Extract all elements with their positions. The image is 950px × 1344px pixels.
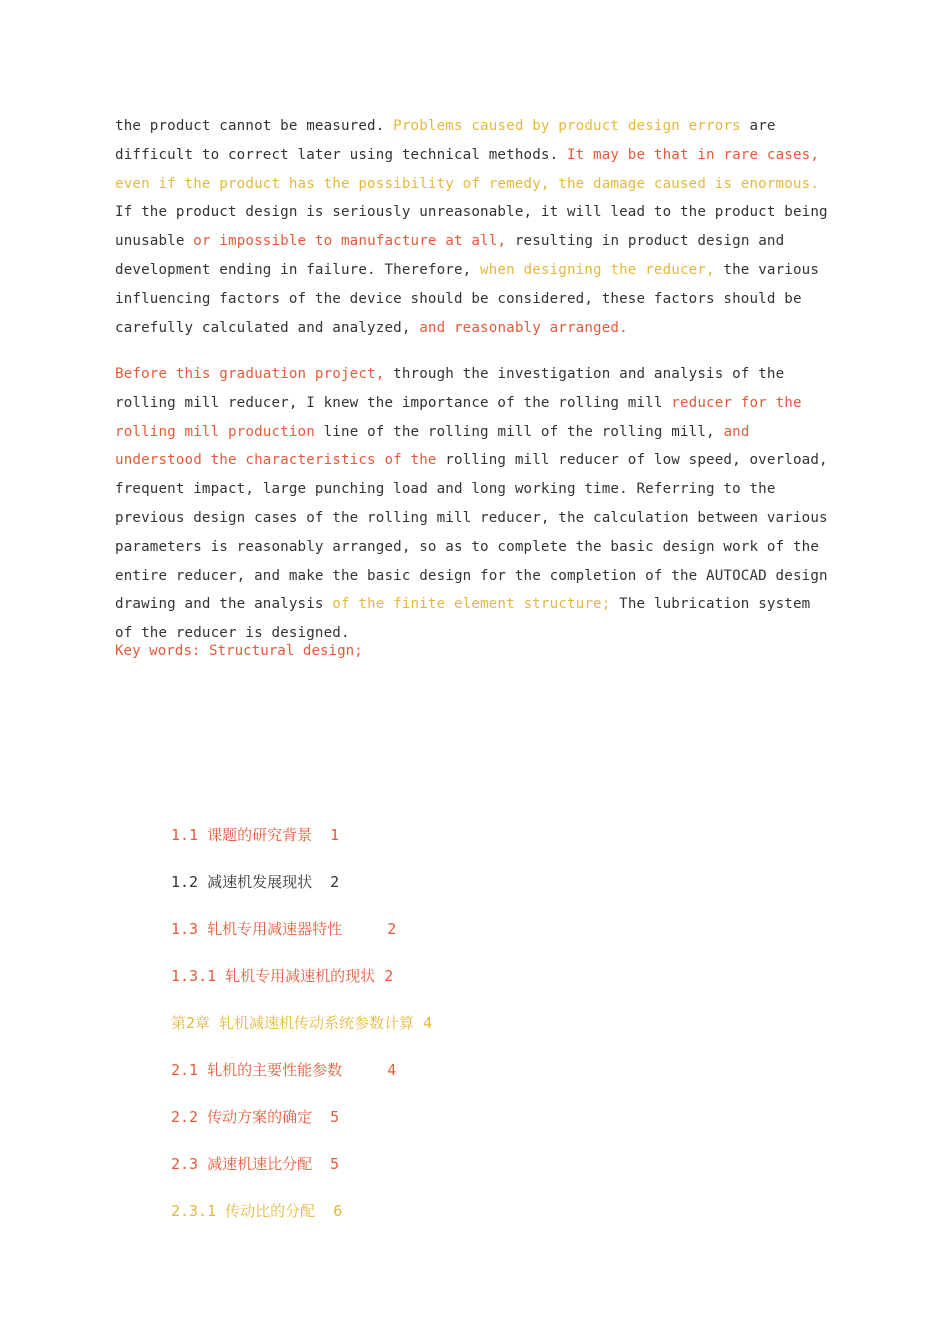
text-run: and reasonably arranged. — [419, 319, 628, 336]
table-of-contents — [171, 820, 432, 1243]
text-run: the product cannot be measured. — [115, 118, 394, 134]
keywords: Key words: Structural design; — [115, 643, 363, 659]
text-run: when designing the reducer, — [480, 261, 715, 278]
text-run: through the investigation and analysis of the rolling mill reducer, I knew the importance of the rolling mill — [115, 366, 785, 411]
toc-entry[interactable]: 1.2 减速机发展现状 2 — [171, 873, 340, 891]
toc-entry[interactable]: 1.3.1 轧机专用减速机的现状 2 — [171, 967, 394, 985]
text-run: Problems caused by product design errors — [393, 118, 741, 134]
toc-entry[interactable]: 1.3 轧机专用减速器特性 2 — [171, 920, 397, 938]
toc-entry[interactable]: 1.1 课题的研究背景 1 — [171, 826, 340, 844]
toc-entry[interactable]: 2.1 轧机的主要性能参数 4 — [171, 1061, 397, 1079]
text-run: line of the rolling mill of the rolling mill, — [314, 423, 724, 440]
text-run: Before this graduation project, — [115, 366, 385, 382]
abstract-paragraph-1 — [115, 112, 835, 342]
text-run: rolling mill reducer of low speed, overload, frequent impact, large punching load and long working time. Referring to the previous design cases of the rolling mill reducer, the calculation between various parameters is reasonably arranged, so as to complete the basic design work of the entire reducer, and make the basic design for the completion of the AUTOCAD design drawing and the analysis — [115, 452, 828, 613]
text-run: It may be that in rare cases, — [566, 146, 820, 163]
text-run: of the finite element structure; — [332, 596, 611, 613]
text-run: the various influencing factors of the device should be considered, these factors should be carefully calculated and analyzed, — [115, 261, 820, 336]
text-run: are difficult to correct later using technical methods. — [115, 118, 776, 163]
text-run: and understood the characteristics of the — [115, 423, 750, 469]
toc-entry[interactable]: 第2章 轧机减速机传动系统参数计算 4 — [171, 1014, 433, 1032]
text-run: resulting in product design and development ending in failure. Therefore, — [115, 233, 785, 278]
text-run: reducer for the rolling mill production — [115, 394, 802, 440]
text-run: If the product design is seriously unreasonable, it will lead to the product being unusable — [115, 204, 828, 250]
toc-entry[interactable]: 2.2 传动方案的确定 5 — [171, 1108, 340, 1126]
toc-entry[interactable]: 2.3 减速机速比分配 5 — [171, 1155, 340, 1173]
toc-entry[interactable]: 2.3.1 传动比的分配 6 — [171, 1202, 343, 1220]
text-run: even if the product has the possibility of remedy, the damage caused is enormous. — [115, 175, 820, 192]
abstract-paragraph-2 — [115, 360, 835, 648]
text-run: The lubrication system of the reducer is designed. — [115, 596, 811, 642]
text-run: or impossible to manufacture at all, — [193, 233, 507, 250]
